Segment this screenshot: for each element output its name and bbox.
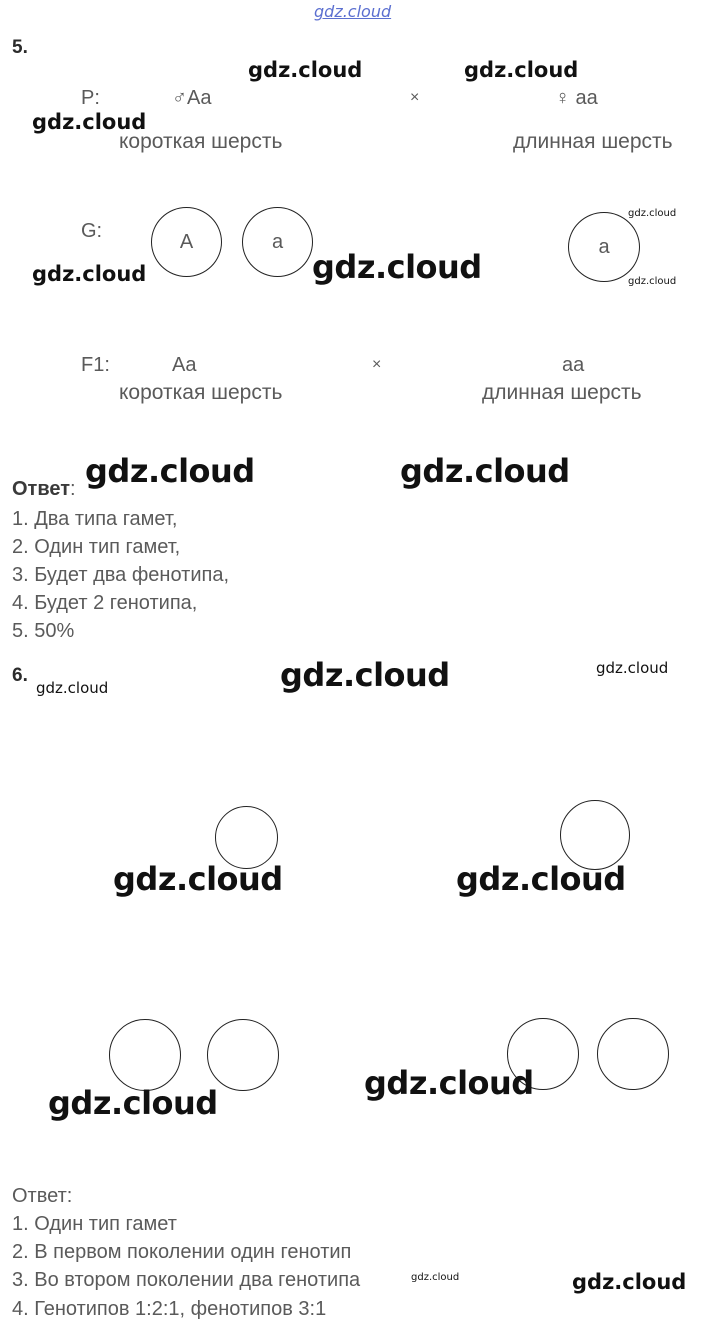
cross-symbol: × — [372, 356, 382, 373]
task5-number: 5. — [12, 37, 28, 58]
answer6-item: 2. В первом поколении один генотип — [12, 1241, 352, 1263]
answer5-item: 5. 50% — [12, 620, 75, 642]
watermark: gdz.cloud — [411, 1272, 460, 1283]
f1-label: F1: — [81, 354, 110, 376]
answer5-title-colon: : — [70, 478, 76, 500]
watermark: gdz.cloud — [596, 659, 669, 677]
watermark: gdz.cloud — [312, 248, 482, 286]
f1-left-trait: короткая шерсть — [119, 381, 283, 404]
g-label: G: — [81, 220, 103, 242]
gamete-label: A — [179, 230, 194, 253]
f1-left-genotype: Aa — [172, 354, 197, 376]
watermark: gdz.cloud — [32, 262, 147, 286]
gamete-female-a — [568, 212, 640, 282]
gamete-label: a — [271, 230, 284, 253]
f1-right-genotype: aa — [562, 354, 585, 376]
answer5-item: 2. Один тип гамет, — [12, 536, 181, 558]
task6-number: 6. — [12, 665, 28, 686]
gamete-male-A — [151, 207, 222, 277]
answer5-title — [12, 478, 76, 501]
watermark: gdz.cloud — [85, 452, 255, 490]
gamete-circle-empty — [109, 1019, 181, 1091]
answer6-item: 3. Во втором поколении два генотипа — [12, 1269, 361, 1291]
watermark: gdz.cloud — [628, 208, 677, 219]
watermark: gdz.cloud — [464, 58, 579, 82]
answer5-item: 4. Будет 2 генотипа, — [12, 592, 198, 614]
gamete-label: a — [598, 235, 610, 258]
p-female-genotype: ♀ aa — [555, 87, 598, 109]
watermark: gdz.cloud — [48, 1084, 218, 1122]
watermark: gdz.cloud — [32, 110, 147, 134]
answer5-title-word: Ответ — [12, 478, 71, 500]
answer6-title: Ответ: — [12, 1185, 73, 1207]
p-male-genotype: ♂Aa — [172, 87, 212, 109]
watermark: gdz.cloud — [456, 860, 626, 898]
watermark: gdz.cloud — [400, 452, 570, 490]
f1-right-trait: длинная шерсть — [482, 381, 642, 404]
cross-symbol: × — [410, 89, 420, 106]
answer5-item: 3. Будет два фенотипа, — [12, 564, 230, 586]
watermark: gdz.cloud — [628, 276, 677, 287]
female-trait: длинная шерсть — [513, 130, 673, 153]
male-trait: короткая шерсть — [119, 130, 283, 153]
answer5-item: 1. Два типа гамет, — [12, 508, 178, 530]
watermark: gdz.cloud — [572, 1270, 687, 1294]
watermark: gdz.cloud — [280, 656, 450, 694]
gamete-circle-empty — [597, 1018, 669, 1090]
answer6-item: 4. Генотипов 1:2:1, фенотипов 3:1 — [12, 1298, 327, 1320]
site-header-link[interactable]: gdz.cloud — [314, 2, 392, 21]
gamete-male-a — [242, 207, 313, 277]
watermark: gdz.cloud — [364, 1064, 534, 1102]
watermark: gdz.cloud — [36, 679, 109, 697]
watermark: gdz.cloud — [113, 860, 283, 898]
gamete-circle-empty — [207, 1019, 279, 1091]
answer6-item: 1. Один тип гамет — [12, 1213, 177, 1235]
p-label: P: — [81, 87, 100, 109]
watermark: gdz.cloud — [248, 58, 363, 82]
